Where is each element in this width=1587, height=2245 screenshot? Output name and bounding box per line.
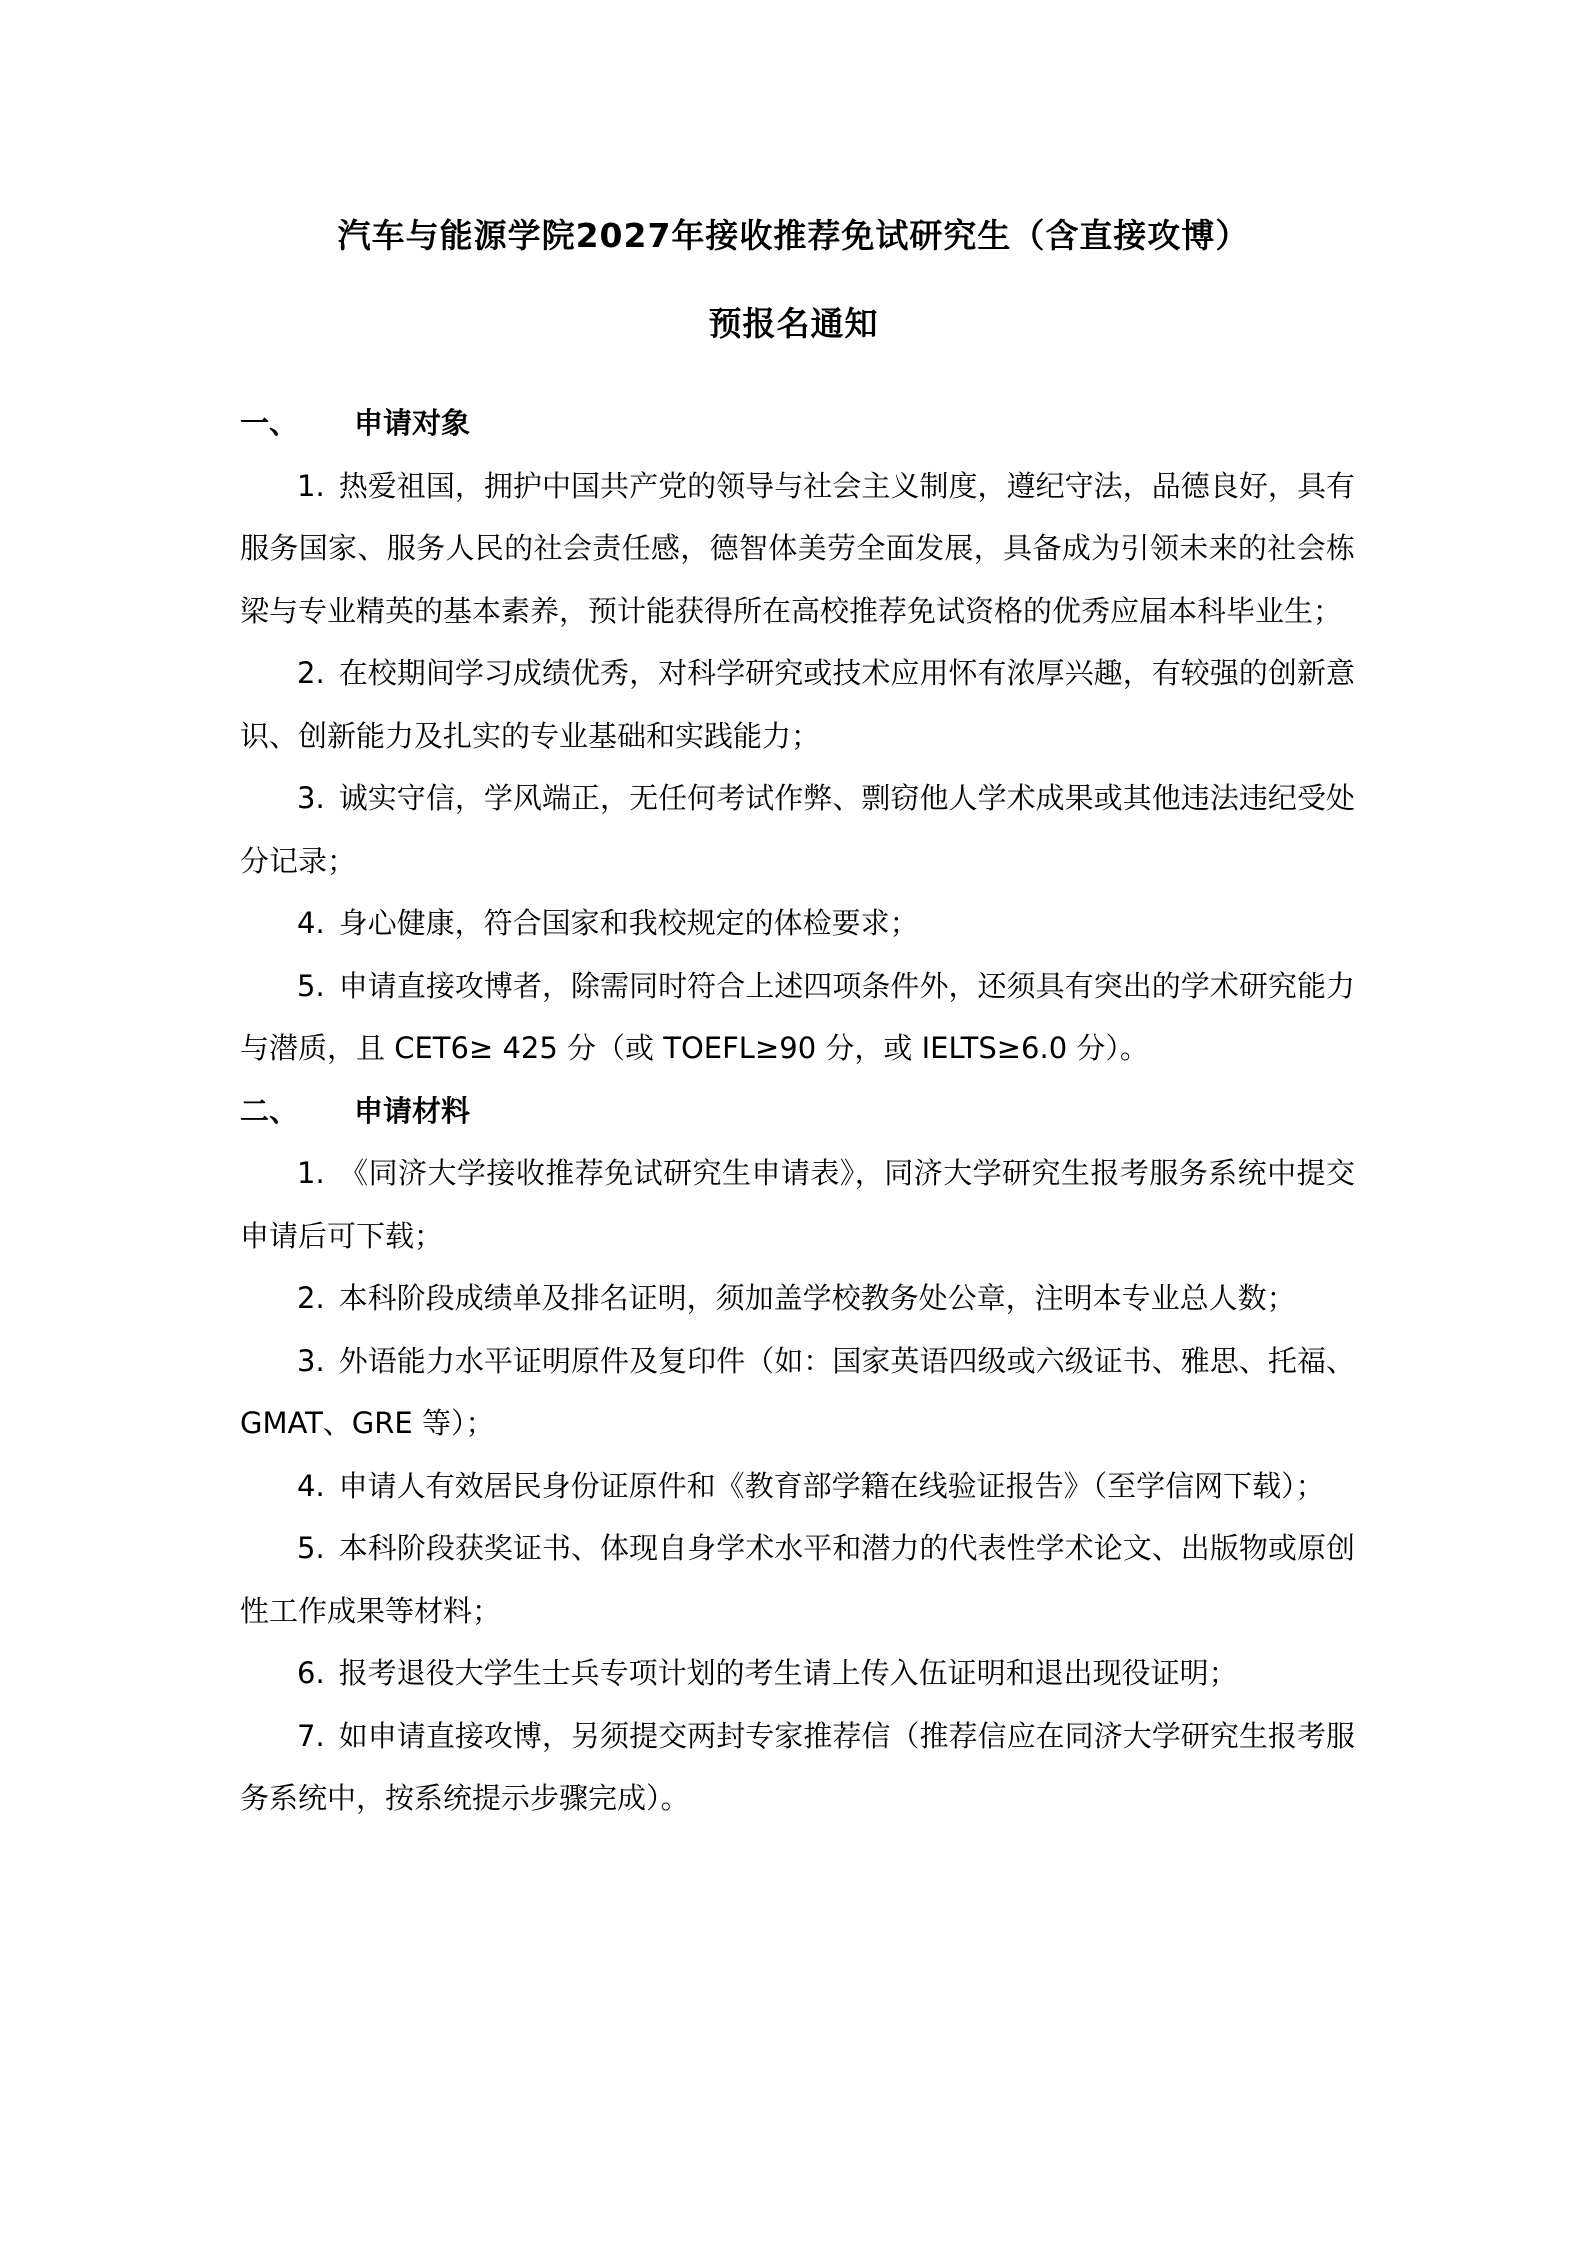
item-text: 身心健康，符合国家和我校规定的体检要求；: [338, 906, 919, 940]
section-heading: [240, 392, 1355, 455]
item-number: 1.: [297, 1156, 325, 1190]
item-number: 2.: [297, 656, 325, 690]
item-number: 7.: [297, 1718, 325, 1753]
list-item: [240, 1142, 1355, 1267]
list-item: [240, 1705, 1355, 1830]
section-title: 申请对象: [354, 406, 471, 440]
list-item: [240, 1642, 1355, 1705]
list-item: [240, 767, 1355, 892]
item-text: 诚实守信，学风端正，无任何考试作弊、剽窃他人学术成果或其他违法违纪受处分记录；: [240, 781, 1355, 878]
item-number: 3.: [297, 781, 325, 815]
list-item: [240, 1517, 1355, 1642]
item-number: 2.: [297, 1281, 325, 1315]
document-title-line2: 预报名通知: [708, 304, 879, 343]
item-text: 报考退役大学生士兵专项计划的考生请上传入伍证明和退出现役证明；: [338, 1656, 1238, 1690]
item-text: 《同济大学接收推荐免试研究生申请表》，同济大学研究生报考服务系统中提交申请后可下载；: [240, 1156, 1355, 1253]
item-number: 6.: [297, 1656, 325, 1690]
list-item: [240, 1455, 1355, 1518]
section-number: 二、: [240, 1093, 299, 1128]
item-number: 5.: [297, 968, 325, 1003]
list-item: [240, 955, 1355, 1080]
list-item: [240, 642, 1355, 767]
section-heading: [240, 1080, 1355, 1143]
section-number: 一、: [240, 406, 299, 440]
item-text: 在校期间学习成绩优秀，对科学研究或技术应用怀有浓厚兴趣，有较强的创新意识、创新能力及扎实的专业基础和实践能力；: [240, 656, 1355, 753]
item-number: 4.: [297, 906, 325, 940]
item-text: 申请人有效居民身份证原件和《教育部学籍在线验证报告》（至学信网下载）；: [338, 1468, 1325, 1503]
list-item: [240, 1330, 1355, 1455]
item-text: 热爱祖国，拥护中国共产党的领导与社会主义制度，遵纪守法，品德良好，具有服务国家、服务人民的社会责任感，德智体美劳全面发展，具备成为引领未来的社会栋梁与专业精英的基本素养，预计能获得所在高校推荐免试资格的优秀应届本科毕业生；: [240, 468, 1355, 628]
item-number: 5.: [297, 1531, 325, 1565]
item-text: 如申请直接攻博，另须提交两封专家推荐信（推荐信应在同济大学研究生报考服务系统中，按系统提示步骤完成）。: [240, 1718, 1355, 1815]
list-item: [240, 455, 1355, 643]
list-item: [240, 1267, 1355, 1330]
item-text: 本科阶段获奖证书、体现自身学术水平和潜力的代表性学术论文、出版物或原创性工作成果等材料；: [240, 1531, 1355, 1628]
item-text: 申请直接攻博者，除需同时符合上述四项条件外，还须具有突出的学术研究能力与潜质，且 CET6≥ 425 分（或 TOEFL≥90 分，或 IELTS≥6.0 分）。: [240, 968, 1355, 1065]
item-number: 1.: [297, 468, 325, 503]
document-title-line1: 汽车与能源学院2027年接收推荐免试研究生（含直接攻博）: [337, 216, 1250, 255]
document-body: [240, 392, 1355, 1830]
section-applicants: [240, 392, 1355, 1080]
item-number: 3.: [297, 1343, 325, 1378]
item-text: 外语能力水平证明原件及复印件（如：国家英语四级或六级证书、雅思、托福、GMAT、GRE 等）；: [240, 1343, 1355, 1440]
section-materials: [240, 1080, 1355, 1830]
list-item: [240, 892, 1355, 955]
item-text: 本科阶段成绩单及排名证明，须加盖学校教务处公章，注明本专业总人数；: [338, 1281, 1296, 1315]
item-number: 4.: [297, 1468, 325, 1503]
section-title: 申请材料: [354, 1093, 471, 1128]
